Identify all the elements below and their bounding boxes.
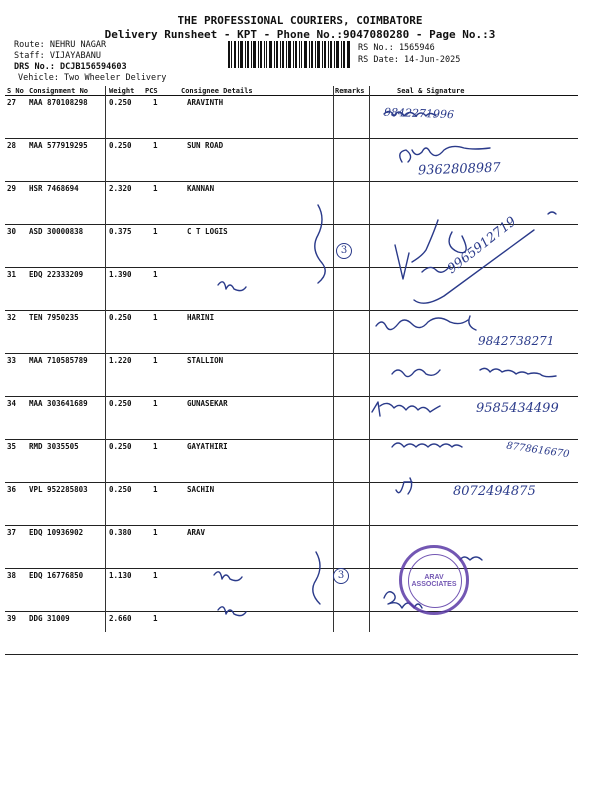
row-consignment: ASD 30000838 (27, 225, 107, 268)
row-weight: 2.320 (107, 182, 143, 225)
row-weight: 1.390 (107, 268, 143, 311)
row-sno: 29 (5, 182, 27, 225)
row-pcs: 1 (143, 139, 179, 182)
col-consignment: Consignment No (27, 86, 107, 96)
circled-count-a: 3 (336, 243, 352, 259)
drs-number: DRS No.: DCJB156594603 (14, 62, 127, 72)
row-consignment: MAA 303641689 (27, 397, 107, 440)
row-weight: 0.250 (107, 483, 143, 526)
company-stamp (399, 545, 469, 615)
handwritten-phone-34: 9585434499 (476, 401, 559, 416)
row-weight: 0.250 (107, 397, 143, 440)
row-consignment: MAA 577919295 (27, 139, 107, 182)
row-sno: 33 (5, 354, 27, 397)
handwritten-phone-36: 8072494875 (453, 484, 536, 499)
row-weight: 0.250 (107, 96, 143, 139)
row-consignment: MAA 710585789 (27, 354, 107, 397)
row-consignment: MAA 870108298 (27, 96, 107, 139)
row-consignment: DDG 31009 (27, 612, 107, 655)
row-sno: 35 (5, 440, 27, 483)
circled-count-b: 3 (333, 568, 349, 584)
runsheet-title: Delivery Runsheet - KPT - Phone No.:9047080280 - Page No.:3 (104, 28, 496, 41)
col-consignee: Consignee Details (179, 86, 333, 96)
vehicle-label: Vehicle: Two Wheeler Delivery (18, 73, 167, 83)
row-consignment: RMD 3035505 (27, 440, 107, 483)
row-consignee: GUNASEKAR (179, 397, 333, 440)
row-consignee: ARAVINTH (179, 96, 333, 139)
handwritten-phone-27: 9842271996 (383, 105, 455, 122)
col-remarks: Remarks (333, 86, 369, 96)
row-sno: 28 (5, 139, 27, 182)
route-label: Route: NEHRU NAGAR (14, 40, 107, 50)
row-sno: 38 (5, 569, 27, 612)
row-weight: 0.380 (107, 526, 143, 569)
row-consignment: EDQ 10936902 (27, 526, 107, 569)
company-title: THE PROFESSIONAL COURIERS, COIMBATORE (177, 14, 423, 27)
row-pcs: 1 (143, 483, 179, 526)
row-consignment: VPL 952285803 (27, 483, 107, 526)
row-consignee: SACHIN (179, 483, 333, 526)
row-consignment: EDQ 16776850 (27, 569, 107, 612)
row-pcs: 1 (143, 440, 179, 483)
row-sno: 31 (5, 268, 27, 311)
row-sno: 32 (5, 311, 27, 354)
col-pcs: PCS (143, 86, 179, 96)
row-weight: 0.250 (107, 440, 143, 483)
row-sno: 27 (5, 96, 27, 139)
row-consignee: STALLION (179, 354, 333, 397)
row-pcs: 1 (143, 268, 179, 311)
row-weight: 0.375 (107, 225, 143, 268)
row-consignment: EDQ 22333209 (27, 268, 107, 311)
row-consignment: TEN 7950235 (27, 311, 107, 354)
rs-number: RS No.: 1565946 (358, 43, 435, 53)
row-pcs: 1 (143, 96, 179, 139)
handwritten-phone-35: 8778616670 (505, 440, 571, 461)
row-pcs: 1 (143, 182, 179, 225)
row-consignee: SUN ROAD (179, 139, 333, 182)
row-sno: 34 (5, 397, 27, 440)
rs-date: RS Date: 14-Jun-2025 (358, 55, 461, 65)
row-pcs: 1 (143, 569, 179, 612)
handwritten-phone-32: 9842738271 (478, 334, 555, 348)
col-weight: Weight (107, 86, 143, 96)
row-sno: 30 (5, 225, 27, 268)
col-signature: Seal & Signature (369, 86, 578, 96)
row-consignment: HSR 7468694 (27, 182, 107, 225)
row-consignee: ARAV (179, 526, 333, 569)
stamp-text: ARAV ASSOCIATES (411, 574, 457, 588)
row-weight: 1.130 (107, 569, 143, 612)
row-pcs: 1 (143, 311, 179, 354)
row-sno: 39 (5, 612, 27, 655)
row-weight: 0.250 (107, 139, 143, 182)
row-weight: 2.660 (107, 612, 143, 655)
handwritten-phone-28: 9362808987 (417, 160, 501, 179)
row-sno: 36 (5, 483, 27, 526)
handwritten-phone-30: 9965912719 (444, 214, 520, 277)
row-pcs: 1 (143, 612, 179, 655)
staff-label: Staff: VIJAYABANU (14, 51, 101, 61)
row-weight: 1.220 (107, 354, 143, 397)
row-consignee: KANNAN (179, 182, 333, 225)
row-sno: 37 (5, 526, 27, 569)
col-sno: S No (5, 86, 27, 96)
row-consignee: C T LOGIS (179, 225, 333, 268)
row-pcs: 1 (143, 397, 179, 440)
row-pcs: 1 (143, 354, 179, 397)
row-pcs: 1 (143, 526, 179, 569)
row-weight: 0.250 (107, 311, 143, 354)
row-pcs: 1 (143, 225, 179, 268)
row-consignee: GAYATHIRI (179, 440, 333, 483)
row-consignee: HARINI (179, 311, 333, 354)
